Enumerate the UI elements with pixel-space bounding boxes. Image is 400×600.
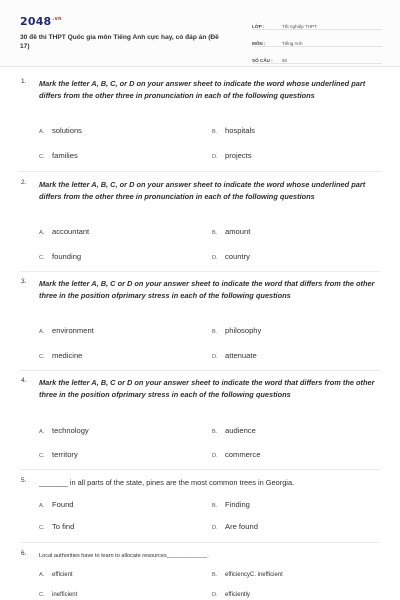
option-d[interactable]: D. attenuate: [212, 351, 257, 360]
question-text: Local authorities have to learn to allocate resources_____________.: [39, 553, 209, 559]
logo-suffix: .vn: [52, 16, 62, 23]
question-number: 4.: [21, 377, 27, 384]
meta-value: Tiếng Anh: [282, 41, 303, 46]
option-b[interactable]: B. efficiencyC. inefficient: [212, 572, 283, 578]
question-number: 6.: [21, 550, 27, 557]
divider: [20, 370, 380, 371]
option-c[interactable]: C. To find: [39, 522, 75, 531]
option-d[interactable]: D. country: [212, 252, 250, 261]
option-a[interactable]: A. efficient: [39, 572, 73, 578]
option-d[interactable]: D. commerce: [212, 450, 261, 459]
question-text: Mark the letter A, B, C, or D on your answer sheet to indicate the word whose underlined part differs from the other three in pronunciation in each of the following questions: [39, 79, 366, 100]
exam-meta: [252, 15, 382, 66]
option-d[interactable]: D. Are found: [212, 522, 258, 531]
option-b[interactable]: B. audience: [212, 426, 256, 435]
meta-label: SỐ CÂU :: [252, 58, 273, 63]
document-header: [0, 0, 400, 67]
option-c[interactable]: C. territory: [39, 450, 78, 459]
option-c[interactable]: C. medicine: [39, 351, 83, 360]
question-text: Mark the letter A, B, C or D on your answer sheet to indicate the word that differs from the other three in the position ofprimary stress in each of the following questions: [39, 378, 375, 399]
meta-label: LỚP :: [252, 24, 265, 29]
option-a[interactable]: A. technology: [39, 426, 89, 435]
meta-value: Tốt nghiệp THPT: [282, 24, 317, 29]
divider: [20, 271, 380, 272]
site-logo[interactable]: [20, 15, 62, 28]
question-number: 2.: [21, 179, 27, 186]
option-d[interactable]: D. projects: [212, 151, 252, 160]
option-a[interactable]: A. environment: [39, 326, 94, 335]
option-d[interactable]: D. efficiently: [212, 592, 250, 598]
divider: [20, 469, 380, 470]
question-text: _______ in all parts of the state, pines are the most common trees in Georgia.: [39, 478, 295, 487]
meta-row-count: [252, 49, 382, 64]
meta-row-subject: [252, 32, 382, 47]
option-b[interactable]: B. philosophy: [212, 326, 262, 335]
logo-text: 2048: [20, 15, 52, 28]
question-text: Mark the letter A, B, C, or D on your answer sheet to indicate the word whose underlined part differs from the other three in pronunciation in each of the following questions: [39, 180, 366, 201]
option-c[interactable]: C. inefficient: [39, 592, 78, 598]
meta-value: 50: [282, 58, 288, 63]
option-a[interactable]: A. solutions: [39, 126, 82, 135]
question-number: 1.: [21, 78, 27, 85]
question-number: 3.: [21, 278, 27, 285]
option-a[interactable]: A. Found: [39, 500, 74, 509]
document-title: 30 đề thi THPT Quốc gia môn Tiếng Anh cực hay, có đáp án (Đề 17): [20, 34, 219, 50]
divider: [20, 542, 380, 543]
question-text: Mark the letter A, B, C or D on your answer sheet to indicate the word that differs from the other three in the position ofprimary stress in each of the following questions: [39, 279, 375, 300]
option-c[interactable]: C. families: [39, 151, 78, 160]
option-a[interactable]: A. accountant: [39, 227, 90, 236]
option-b[interactable]: B. amount: [212, 227, 251, 236]
divider: [20, 171, 380, 172]
meta-label: MÔN :: [252, 41, 266, 46]
question-number: 5.: [21, 477, 27, 484]
option-c[interactable]: C. founding: [39, 252, 82, 261]
option-b[interactable]: B. hospitals: [212, 126, 255, 135]
option-b[interactable]: B. Finding: [212, 500, 250, 509]
meta-row-class: [252, 15, 382, 30]
